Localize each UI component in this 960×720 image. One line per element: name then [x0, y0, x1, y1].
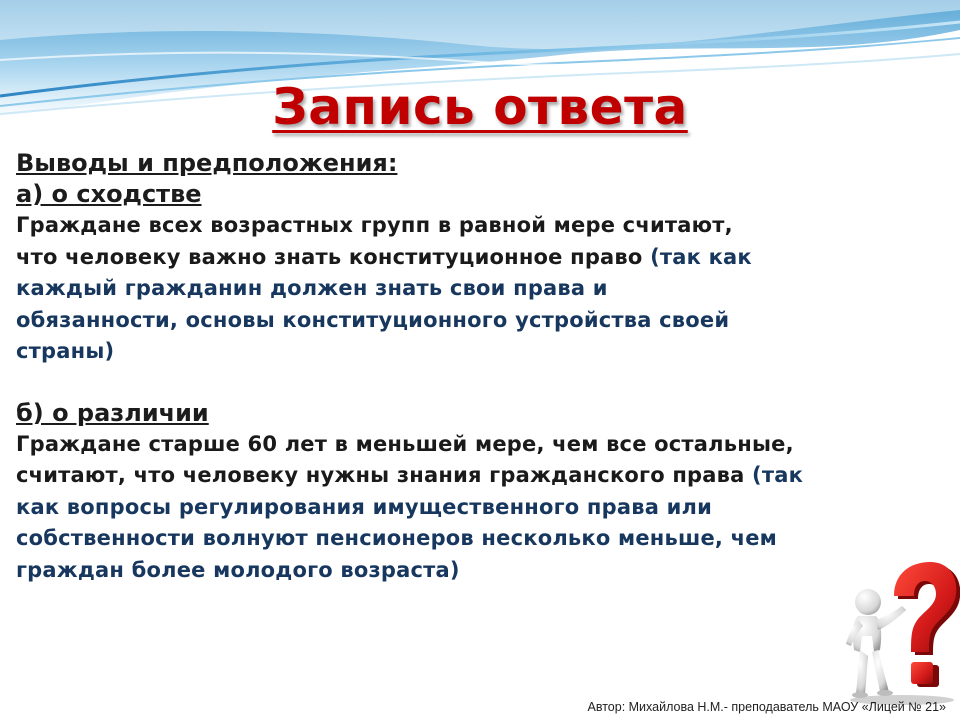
- part-b-heading: б) о различии: [16, 398, 209, 427]
- part-a-paragraph: [16, 210, 776, 368]
- slide-title: Запись ответа: [272, 78, 688, 136]
- spacer: [16, 368, 836, 398]
- part-b-text: Граждане старше 60 лет в меньшей мере, чем все остальные, считают, что человеку нужны знания гражданского права: [16, 431, 794, 487]
- part-a-heading: а) о сходстве: [16, 180, 202, 208]
- part-a-explanation: (так как каждый гражданин должен знать свои права и обязанности, основы конституционного устройства своей страны): [16, 244, 752, 363]
- part-a-text: Граждане всех возрастных групп в равной мере считают, что человеку важно знать конституционное право: [16, 213, 733, 269]
- person-question-mark-icon: [832, 556, 960, 706]
- slide-content: [16, 148, 836, 586]
- part-b-explanation: (так как вопросы регулирования имущественного права или собственности волнуют пенсионеров несколько меньше, чем граждан более молодого возраста): [16, 463, 804, 582]
- footer-author: Автор: Михайлова Н.М.- преподаватель МАОУ «Лицей № 21»: [587, 700, 946, 714]
- part-b-paragraph: [16, 429, 816, 587]
- section-heading: Выводы и предположения:: [16, 149, 398, 177]
